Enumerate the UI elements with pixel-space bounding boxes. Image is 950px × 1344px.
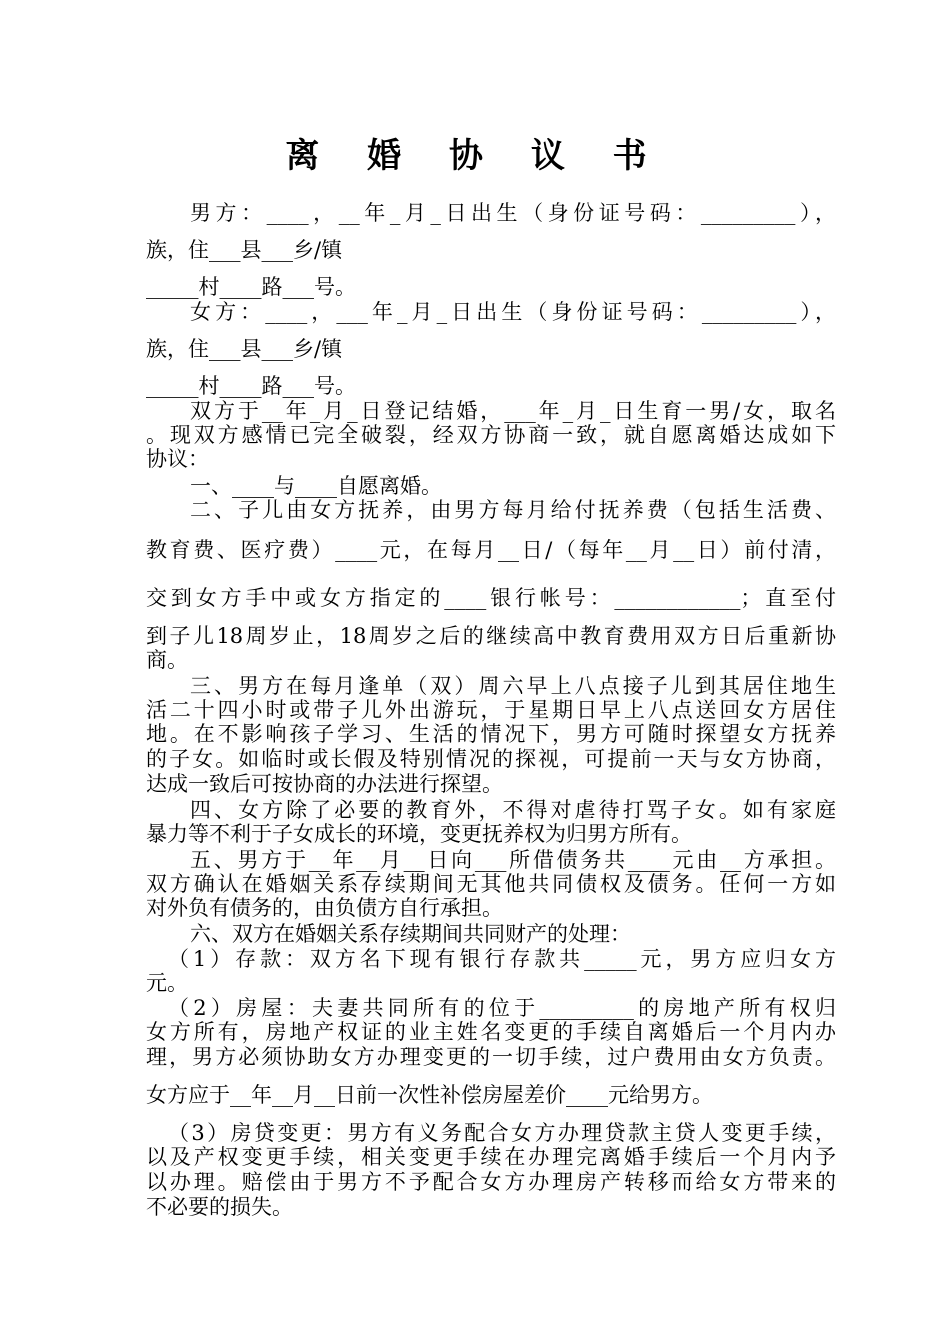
paragraph-line: 到子儿18周岁止，18周岁之后的继续高中教育费用双方日后重新协: [146, 624, 836, 648]
sub-clause-deposit: （1）存款：双方名下现有银行存款共_____元，男方应归女方: [168, 947, 836, 971]
paragraph-line: 双方确认在婚姻关系存续期间无其他共同债权及债务。任何一方如: [146, 872, 836, 896]
paragraph-line: 女方所有，房地产权证的业主姓名变更的手续自离婚后一个月内办: [146, 1020, 836, 1044]
sub-clause-house: （2）房屋：夫妻共同所有的位于_________的房地产所有权归: [168, 996, 836, 1020]
document-title: 离 婚 协 议 书: [285, 136, 665, 176]
paragraph-line: 对外负有债务的，由负债方自行承担。: [146, 896, 503, 920]
paragraph-line: 教育费、医疗费）____元，在每月__日/（每年__月__日）前付清，: [146, 538, 836, 562]
clause-2: 二、子儿由女方抚养，由男方每月给付抚养费（包括生活费、: [190, 498, 836, 522]
paragraph-line: 交到女方手中或女方指定的____银行帐号：____________；直至付: [146, 586, 836, 610]
paragraph-line: 达成一致后可按协商的办法进行探望。: [146, 772, 503, 796]
clause-6: 六、双方在婚姻关系存续期间共同财产的处理：: [190, 922, 631, 946]
paragraph-line: 元。: [146, 971, 188, 995]
marriage-line: 双方于__年_月_日登记结婚，___年_月_日生育一男/女，取名: [190, 399, 836, 423]
male-address-line-1: 族，住___县___乡/镇: [146, 238, 343, 262]
clause-1: 一、____与____自愿离婚。: [190, 474, 442, 498]
male-address-line-2: _____村____路___号。: [146, 275, 356, 299]
female-address-line-1: 族，住___县___乡/镇: [146, 337, 343, 361]
paragraph-line: 的子女。如临时或长假及特别情况的探视，可提前一天与女方协商，: [146, 747, 836, 771]
clause-4: 四、女方除了必要的教育外，不得对虐待打骂子女。如有家庭: [190, 798, 836, 822]
female-address-line-2: _____村____路___号。: [146, 374, 356, 398]
paragraph-line: 以及产权变更手续，相关变更手续在办理完离婚手续后一个月内予: [146, 1145, 836, 1169]
paragraph-line: 女方应于__年__月__日前一次性补偿房屋差价____元给男方。: [146, 1083, 713, 1107]
paragraph-line: 理，男方必须协助女方办理变更的一切手续，过户费用由女方负责。: [146, 1045, 836, 1069]
clause-3: 三、男方在每月逢单（双）周六早上八点接子儿到其居住地生: [190, 674, 836, 698]
paragraph-line: 商。: [146, 648, 188, 672]
paragraph-line: 暴力等不利于子女成长的环境，变更抚养权为归男方所有。: [146, 822, 692, 846]
paragraph-line: 。现双方感情已完全破裂，经双方协商一致，就自愿离婚达成如下: [146, 423, 836, 447]
paragraph-line: 以办理。赔偿由于男方不予配合女方办理房产转移而给女方带来的: [146, 1170, 836, 1194]
paragraph-line: 活二十四小时或带子儿外出游玩，于星期日早上八点送回女方居住: [146, 698, 836, 722]
paragraph-line: 不必要的损失。: [146, 1195, 293, 1219]
clause-5: 五、男方于__年__月__日向___所借债务共____元由__方承担。: [190, 848, 836, 872]
sub-clause-mortgage: （3）房贷变更：男方有义务配合女方办理贷款主贷人变更手续，: [168, 1121, 836, 1145]
male-party-line: 男方：____，__年_月_日出生（身份证号码：_________），: [190, 201, 836, 225]
paragraph-line: 地。在不影响孩子学习、生活的情况下，男方可随时探望女方抚养: [146, 722, 836, 746]
female-party-line: 女方：____，___年_月_日出生（身份证号码：_________），: [190, 300, 836, 324]
paragraph-line: 协议：: [146, 447, 209, 471]
